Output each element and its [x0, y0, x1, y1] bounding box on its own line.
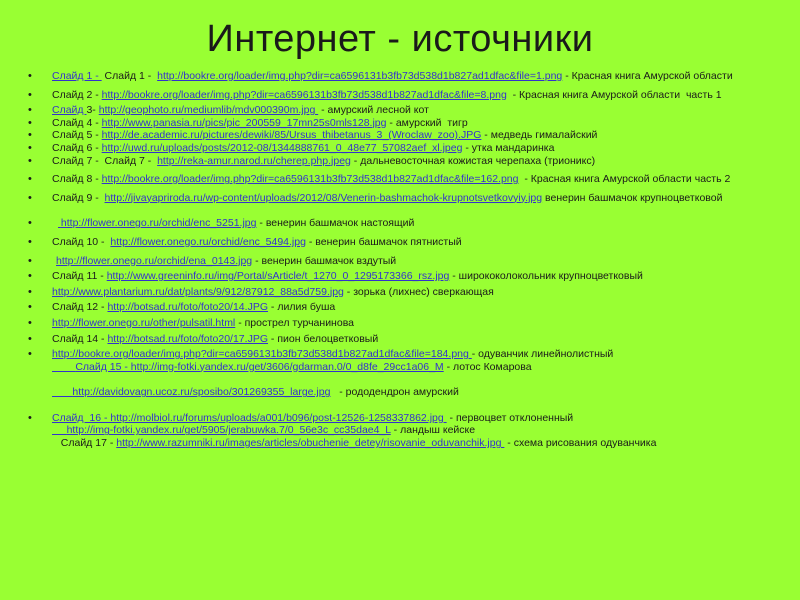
source-item: [52, 424, 742, 437]
source-link[interactable]: http://botsad.ru/foto/foto20/14.JPG: [107, 301, 268, 314]
source-link[interactable]: http://www.razumniki.ru/images/articles/obuchenie_detey/risovanie_oduvanchik.jpg: [116, 437, 505, 450]
source-link[interactable]: http://flower.onego.ru/other/pulsatil.html: [52, 316, 236, 329]
source-description: Слайд 4 -: [52, 116, 102, 129]
source-link[interactable]: Слайд 16 - http://molbiol.ru/forums/uploads/a001/b096/post-12526-1258337862.jpg: [52, 411, 447, 424]
source-link[interactable]: http://jivayapriroda.ru/wp-content/uploads/2012/08/Venerin-bashmachok-krupnotsvetkovyiy.jpg: [104, 191, 543, 204]
source-link[interactable]: http://flower.onego.ru/orchid/enc_5251.jpg: [58, 217, 257, 230]
source-link[interactable]: http://www.greeninfo.ru/img/Portal/sArticle/t_1270_0_1295173366_rsz.jpg: [106, 270, 450, 283]
source-item: [52, 361, 742, 374]
source-description: - амурский лесной кот: [318, 104, 429, 117]
source-description: Слайд 7 - Слайд 7 -: [52, 154, 158, 167]
source-item: [52, 236, 742, 249]
source-item: [52, 173, 742, 186]
source-item: [52, 104, 742, 117]
source-item: [52, 192, 742, 205]
source-link[interactable]: http://botsad.ru/foto/foto20/17.JPG: [107, 332, 268, 345]
source-list: [52, 70, 742, 450]
source-item: [52, 386, 742, 399]
source-item: [52, 333, 742, 346]
page-title: Интернет - источники: [206, 18, 594, 60]
source-description: Слайд 12 -: [52, 301, 108, 314]
source-item: [52, 255, 742, 268]
source-item: [52, 317, 742, 330]
source-item: [52, 142, 742, 155]
source-link[interactable]: http://www.plantarium.ru/dat/plants/9/912/87912_88a5d759.jpg: [52, 285, 344, 298]
source-link[interactable]: http://reka-amur.narod.ru/cherep.php.jpeg: [157, 154, 351, 167]
source-description: Слайд 14 -: [52, 332, 108, 345]
source-item: [52, 437, 742, 450]
source-link[interactable]: http://www.panasia.ru/pics/pic_200559_17mn25s0mls128.jpg: [101, 116, 387, 129]
source-link[interactable]: http://bookre.org/loader/img.php?dir=ca6596131b3fb73d538d1b827ad1dfac&file=184.png: [52, 348, 472, 361]
source-item: [52, 412, 742, 425]
source-description: Слайд 8 -: [52, 173, 102, 186]
source-description: Слайд 11 -: [52, 270, 107, 283]
source-description: Слайд 1 -: [101, 70, 158, 82]
source-link[interactable]: http://img-fotki.yandex.ru/get/5905/jerabuwka.7/0_56e3c_cc35dae4_L: [52, 424, 391, 437]
source-link[interactable]: http://bookre.org/loader/img.php?dir=ca6596131b3fb73d538d1b827ad1dfac&file=8.png: [101, 88, 507, 101]
source-description: Слайд 5 -: [52, 129, 102, 142]
source-description: - венерин башмачок пятнистый: [305, 235, 462, 248]
source-link[interactable]: Слайд: [52, 104, 87, 117]
source-description: - Красная книга Амурской области: [562, 70, 733, 82]
source-description: - Красная книга Амурской области часть 1: [506, 88, 722, 101]
source-description: - дальневосточная кожистая черепаха (трионикс): [350, 154, 596, 167]
source-description: - рододендрон амурский: [330, 386, 459, 399]
source-description: Слайд 10 -: [52, 235, 111, 248]
source-item: [52, 89, 742, 102]
source-item: [52, 348, 742, 361]
source-link[interactable]: http://geophoto.ru/mediumlib/mdv000390m.jpg: [98, 104, 319, 117]
source-description: 3-: [86, 104, 99, 117]
source-description: - медведь гималайский: [481, 129, 598, 142]
source-description: - амурский тигр: [386, 116, 468, 129]
source-description: - лотос Комарова: [443, 360, 532, 373]
source-link[interactable]: http://uwd.ru/uploads/posts/2012-08/1344888761_0_48e77_57082aef_xl.jpeg: [101, 141, 463, 154]
source-item: [52, 286, 742, 299]
source-description: - пион белоцветковый: [268, 332, 379, 345]
source-description: - зорька (лихнес) сверкающая: [343, 285, 494, 298]
source-description: - лилия буша: [268, 301, 336, 314]
source-item: [52, 70, 742, 83]
source-description: Слайд 6 -: [52, 141, 102, 154]
source-link[interactable]: Слайд 1 -: [52, 70, 102, 82]
source-item: [52, 301, 742, 314]
source-description: - схема рисования одуванчика: [504, 437, 657, 450]
source-description: - венерин башмачок вздутый: [252, 254, 397, 267]
source-description: - венерин башмачок настоящий: [256, 217, 415, 230]
source-link[interactable]: http://flower.onego.ru/orchid/enc_5494.jpg: [110, 235, 306, 248]
source-description: - ширококолокольник крупноцветковый: [449, 270, 643, 283]
source-description: венерин башмачок крупноцветковой: [542, 191, 723, 204]
source-item: [52, 129, 742, 142]
source-item: [52, 217, 742, 230]
source-description: - первоцвет отклоненный: [446, 411, 574, 424]
source-description: - утка мандаринка: [462, 141, 555, 154]
source-description: - ландыш кейске: [390, 424, 476, 437]
source-link[interactable]: Слайд 15 - http://img-fotki.yandex.ru/get/3606/gdarman.0/0_d8fe_29cc1a06_M: [52, 360, 444, 373]
source-item: [52, 155, 742, 168]
source-link[interactable]: http://bookre.org/loader/img.php?dir=ca6596131b3fb73d538d1b827ad1dfac&file=162.png: [101, 173, 519, 186]
source-description: Слайд 9 -: [52, 191, 105, 204]
source-item: [52, 117, 742, 130]
source-link[interactable]: http://bookre.org/loader/img.php?dir=ca6596131b3fb73d538d1b827ad1dfac&file=1.png: [157, 70, 563, 82]
source-description: - Красная книга Амурской области часть 2: [518, 173, 731, 186]
source-item: [52, 270, 742, 283]
source-description: Слайд 17 -: [52, 437, 117, 450]
source-description: - одуванчик линейнолистный: [471, 348, 614, 361]
source-description: - прострел турчанинова: [235, 316, 354, 329]
source-link[interactable]: http://de.academic.ru/pictures/dewiki/85/Ursus_thibetanus_3_(Wroclaw_zoo).JPG: [101, 129, 482, 142]
source-description: Слайд 2 -: [52, 88, 102, 101]
source-link[interactable]: http://flower.onego.ru/orchid/ena_0143.jpg: [56, 254, 253, 267]
source-link[interactable]: http://davidovagn.ucoz.ru/sposibo/301269355_large.jpg: [52, 386, 331, 399]
